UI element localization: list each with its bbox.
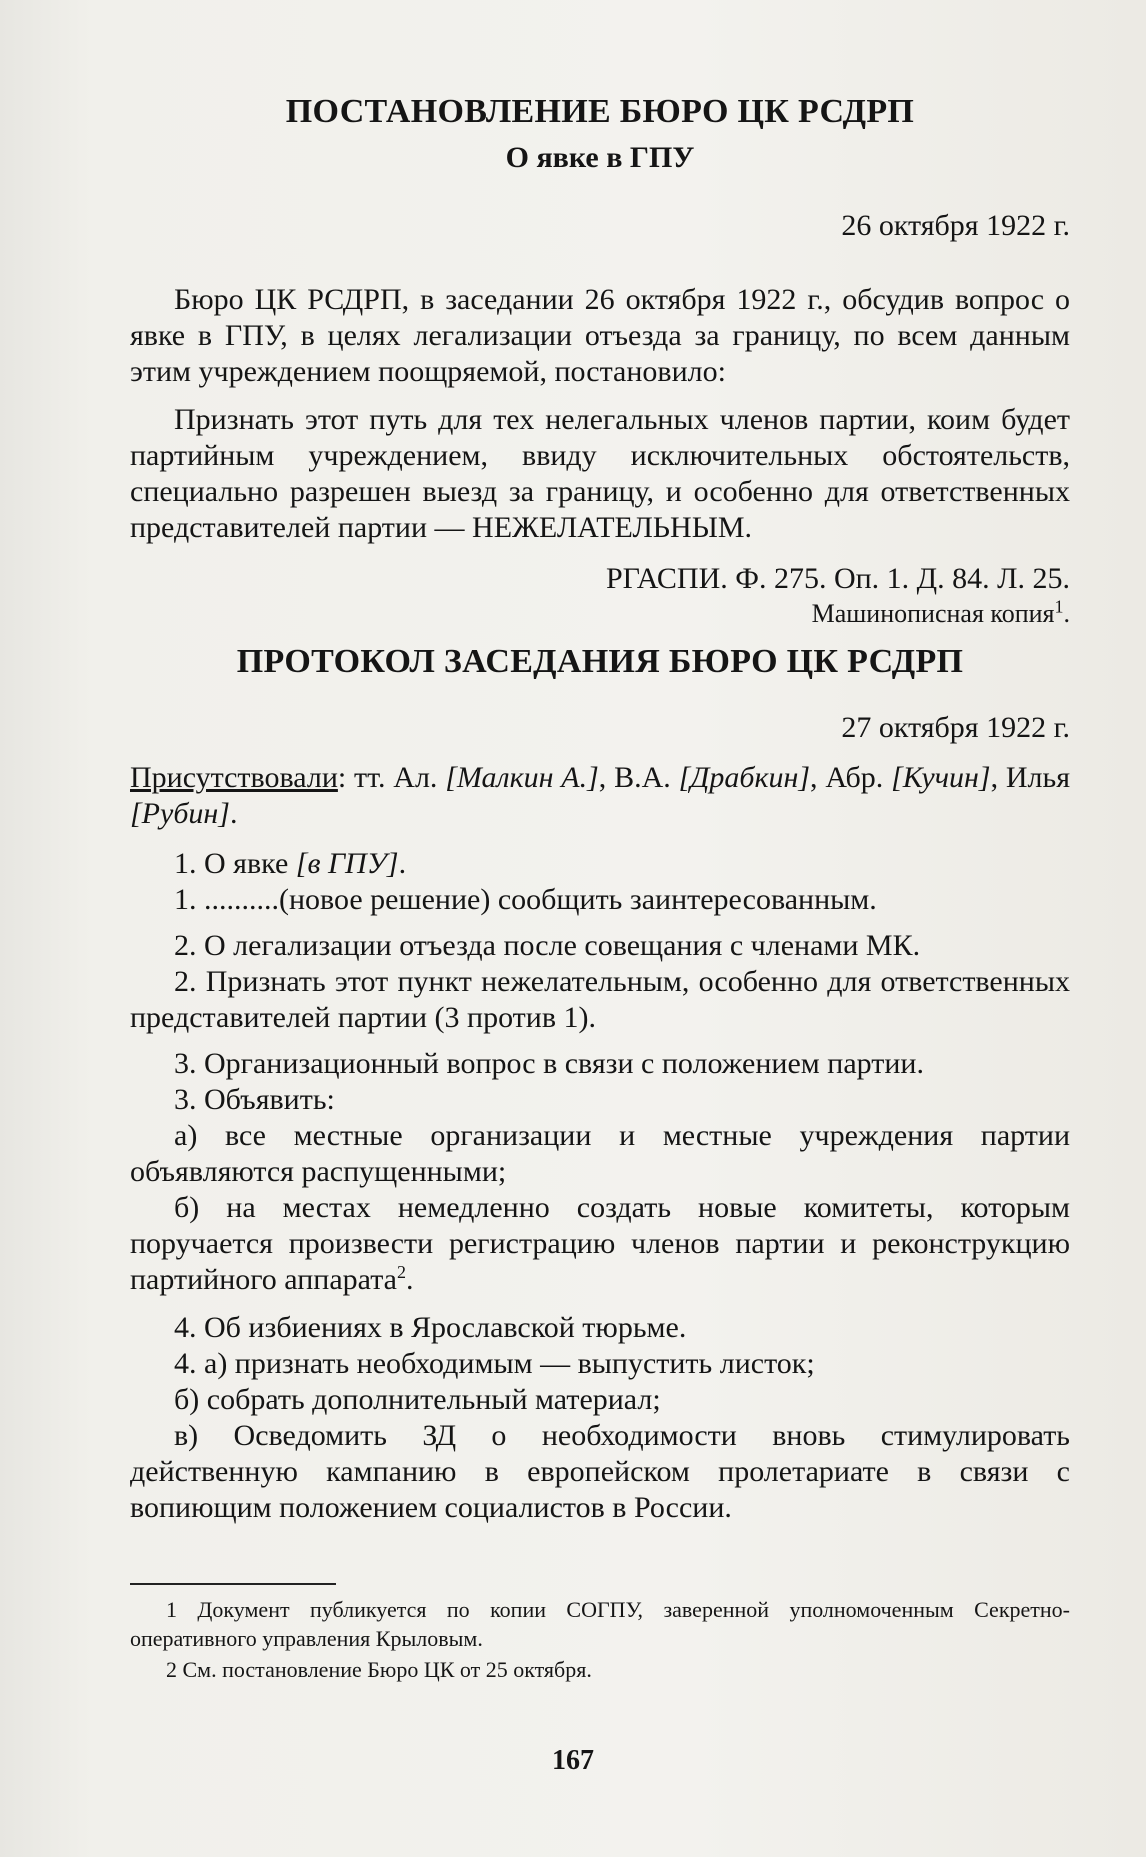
footnote-ref-2: 2 [396,1262,406,1282]
footnote-divider [130,1583,336,1585]
item-3-question: 3. Организационный вопрос в связи с положением партии. [174,1047,924,1080]
resolution-date: 26 октября 1922 г. [841,209,1070,242]
footnotes [130,1595,1070,1684]
resolution-paragraph-2: Признать этот путь для тех нелегальных членов партии, коим будет партийным учреждением, ввиду исключительных обстоятельств, специально разрешен выезд за границу, и особенно для ответственных представителей партии — НЕЖЕЛАТЕЛЬНЫМ. [130,403,1070,544]
footnote-ref-1: 1 [1054,596,1064,617]
attendees: Присутствовали: тт. Ал. [Малкин А.], В.А. [Драбкин], Абр. [Кучин], Илья [Рубин]. [130,761,1070,830]
protocol-title: ПРОТОКОЛ ЗАСЕДАНИЯ БЮРО ЦК РСДРП [236,643,964,680]
item-4-question: 4. Об избиениях в Ярославской тюрьме. [174,1311,687,1344]
footnote-1: 1 Документ публикуется по копии СОГПУ, заверенной уполномоченным Секретно-оперативного управления Крыловым. [130,1597,1070,1651]
item-1-decision: 1. ..........(новое решение) сообщить заинтересованным. [174,883,877,916]
copy-note: Машинописная копия$^1$. [811,596,1070,628]
resolution-title: ПОСТАНОВЛЕНИЕ БЮРО ЦК РСДРП [285,93,915,130]
item-3-decision: 3. Объявить: [174,1083,335,1116]
item-4-point-a: 4. а) признать необходимым — выпустить листок; [174,1347,815,1380]
protocol-date: 27 октября 1922 г. [841,711,1070,744]
archive-reference: РГАСПИ. Ф. 275. Оп. 1. Д. 84. Л. 25. [605,562,1070,595]
resolution-subtitle: О явке в ГПУ [505,141,695,174]
item-3-point-b: б) на местах немедленно создать новые комитеты, которым поручается произвести регистрацию членов партии и реконструкцию партийного аппарата$^2$. [130,1191,1070,1296]
footnote-2: 2 См. постановление Бюро ЦК от 25 октября. [166,1657,592,1682]
resolution-paragraph-1: Бюро ЦК РСДРП, в заседании 26 октября 1922 г., обсудив вопрос о явке в ГПУ, в целях легализации отъезда за границу, по всем данным этим учреждением поощряемой, постановило: [130,283,1070,388]
protocol-section [130,642,1070,1526]
item-3-point-a: а) все местные организации и местные учреждения партии объявляются распущенными; [130,1119,1070,1188]
item-4-point-c: в) Осведомить ЗД о необходимости вновь стимулировать действенную кампанию в европейском пролетариате в связи с вопиющим положением социалистов в России. [130,1419,1070,1524]
resolution-section [130,92,1070,630]
item-4-point-b: б) собрать дополнительный материал; [174,1383,661,1416]
item-2-question: 2. О легализации отъезда после совещания с членами МК. [174,929,921,962]
item-1-question: 1. О явке [в ГПУ]. [174,847,407,880]
item-2-decision: 2. Признать этот пункт нежелательным, особенно для ответственных представителей партии (3 против 1). [130,965,1070,1034]
page-number: 167 [552,1745,594,1776]
